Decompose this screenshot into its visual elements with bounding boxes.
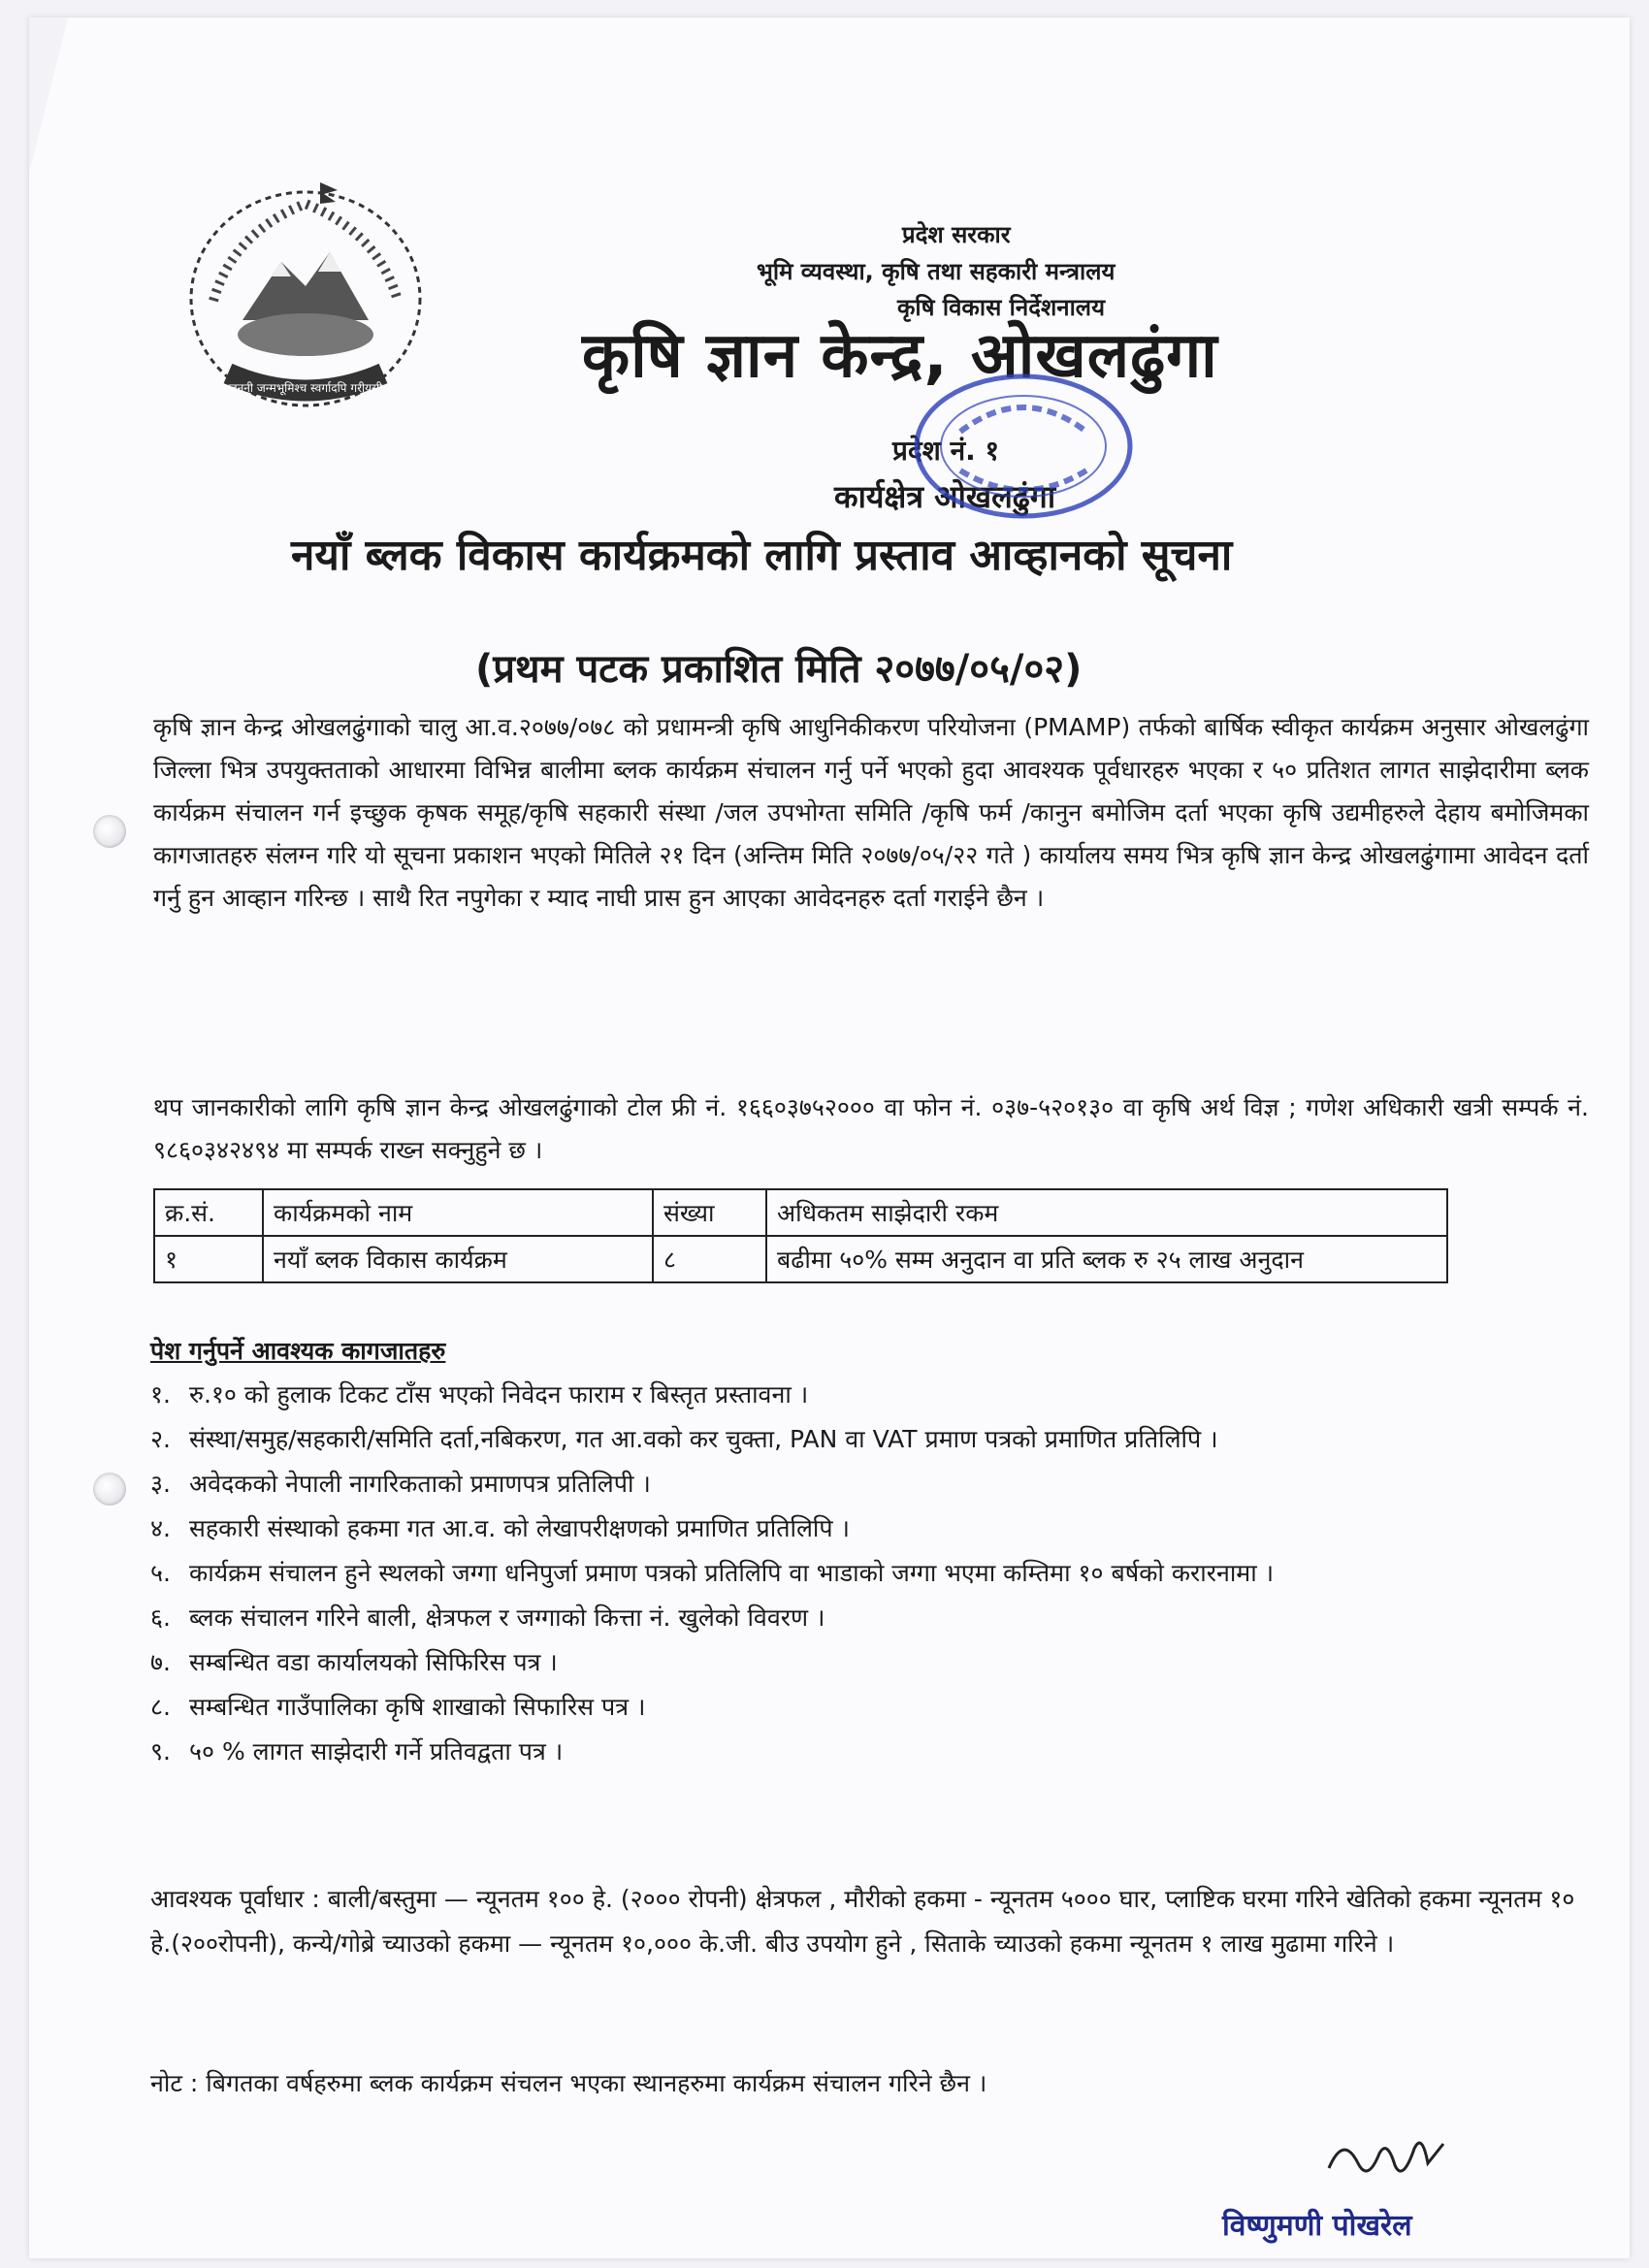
office-area-line: कार्यक्षेत्र ओखलढुंगा [834, 478, 1056, 515]
center-name: कृषि ज्ञान केन्द्र, ओखलढुंगा [582, 320, 1218, 392]
documents-list [150, 1373, 1586, 1774]
signer-name: विष्णुमणी पोखरेल [1222, 2209, 1412, 2243]
documents-title: पेश गर्नुपर्ने आवश्यक कागजातहरु [150, 1337, 446, 1365]
table-header-cell: संख्या [653, 1189, 766, 1236]
list-item: २. संस्था/समुह/सहकारी/समिति दर्ता,नबिकरण, गत आ.वको कर चुक्ता, PAN वा VAT प्रमाण पत्रको प्रमाणित प्रतिलिपि । [150, 1425, 1218, 1453]
government-line: प्रदेश सरकार [902, 221, 1011, 248]
list-item: ८. सम्बन्धित गाउँपालिका कृषि शाखाको सिफारिस पत्र । [150, 1693, 646, 1721]
table-cell: नयाँ ब्लक विकास कार्यक्रम [263, 1236, 653, 1282]
notice-body: कृषि ज्ञान केन्द्र ओखलढुंगाको चालु आ.व.२०७७/०७८ को प्रधामन्त्री कृषि आधुनिकीकरण परियोजना (PMAMP) तर्फको बार्षिक स्वीकृत कार्यक्रम अनुसार ओखलढुंगा जिल्ला भित्र उपयुक्तताको आधारमा विभिन्न बालीमा ब्लक कार्यक्रम संचालन गर्नु पर्ने भएको हुदा आवश्यक पूर्वधारहरु भएका र ५० प्रतिशत लागत साझेदारीमा ब्लक कार्यक्रम संचालन गर्न इच्छुक कृषक समूह/कृषि सहकारी संस्था /जल उपभोग्ता समिति /कृषि फर्म /कानुन बमोजिम दर्ता भएका कृषि उद्यमीहरुले देहाय बमोजिमका कागजातहरु संलग्न गरि यो सूचना प्रकाशन भएको मितिले २१ दिन (अन्तिम मिति २०७७/०५/२२ गते ) कार्यालय समय भित्र कृषि ज्ञान केन्द्र ओखलढुंगामा आवेदन दर्ता गर्नु हुन आव्हान गरिन्छ । साथै रित नपुगेका र म्याद नाघी प्रास हुन आएका आवेदनहरु दर्ता गराईने छैन । [153, 713, 1589, 912]
table-header-cell: अधिकतम साझेदारी रकम [766, 1189, 1447, 1236]
list-item: ७. सम्बन्धित वडा कार्यालयको सिफिरिस पत्र । [150, 1648, 558, 1676]
list-item: ३. अवेदकको नेपाली नागरिकताको प्रमाणपत्र प्रतिलिपी । [150, 1470, 651, 1498]
table-cell: ८ [653, 1236, 766, 1282]
table-cell: १ [154, 1236, 263, 1282]
list-item: १. रु.१० को हुलाक टिकट टाँस भएको निवेदन फाराम र बिस्तृत प्रस्तावना । [150, 1380, 809, 1409]
program-table [153, 1188, 1448, 1283]
signature-icon [1319, 2124, 1455, 2192]
province-line: प्रदेश नं. १ [892, 435, 1000, 467]
infrastructure-paragraph: आवश्यक पूर्वाधार : बाली/बस्तुमा — न्यूनतम १०० हे. (२००० रोपनी) क्षेत्रफल , मौरीको हकमा - न्यूनतम ५००० घार, प्लाष्टिक घरमा गरिने खेतिको हकमा न्यूनतम १० हे.(२००रोपनी), कन्ये/गोब्रे च्याउको हकमा — न्यूनतम १०,००० के.जी. बीउ उपयोग हुने , सिताके च्याउको हकमा न्यूनतम १ लाख मुढामा गरिने । [150, 1885, 1575, 1958]
table-cell: बढीमा ५०% सम्म अनुदान वा प्रति ब्लक रु २५ लाख अनुदान [766, 1236, 1447, 1282]
list-item: ५. कार्यक्रम संचालन हुने स्थलको जग्गा धनिपुर्जा प्रमाण पत्रको प्रतिलिपि वा भाडाको जग्गा भएमा कम्तिमा १० बर्षको करारनामा । [150, 1559, 1275, 1587]
table-row [154, 1236, 1447, 1282]
table-header-row [154, 1189, 1447, 1236]
directorate-line: कृषि विकास निर्देशनालय [897, 294, 1105, 321]
folded-corner [29, 17, 68, 173]
table-header-cell: कार्यक्रमको नाम [263, 1189, 653, 1236]
note-line: नोट : बिगतका वर्षहरुमा ब्लक कार्यक्रम संचलन भएका स्थानहरुमा कार्यक्रम संचालन गरिने छैन । [150, 2069, 987, 2097]
notice-subtitle: (प्रथम पटक प्रकाशित मिति २०७७/०५/०२) [475, 647, 1083, 692]
contact-paragraph: थप जानकारीको लागि कृषि ज्ञान केन्द्र ओखलढुंगाको टोल फ्री नं. १६६०३७५२००० वा फोन नं. ०३७-५२०१३० वा कृषि अर्थ विज्ञ ; गणेश अधिकारी खत्री सम्पर्क नं. ९८६०३४२४९४ मा सम्पर्क राख्न सक्नुहुने छ । [153, 1093, 1589, 1164]
table-header-cell: क्र.सं. [154, 1189, 263, 1236]
list-item: ६. ब्लक संचालन गरिने बाली, क्षेत्रफल र जग्गाको कित्ता नं. खुलेको विवरण । [150, 1604, 825, 1632]
office-stamp-icon [902, 364, 1145, 529]
punch-hole-icon [93, 1473, 126, 1506]
punch-hole-icon [93, 815, 126, 848]
emblem-motto: जननी जन्मभूमिश्च स्वर्गादपि गरीयसी [228, 381, 383, 395]
list-item: ४. सहकारी संस्थाको हकमा गत आ.व. को लेखापरीक्षणको प्रमाणित प्रतिलिपि । [150, 1514, 850, 1542]
ministry-line: भूमि व्यवस्था, कृषि तथा सहकारी मन्त्रालय [757, 258, 1116, 285]
list-item: ९. ५० % लागत साझेदारी गर्ने प्रतिवद्वता पत्र । [150, 1737, 564, 1766]
notice-title: नयाँ ब्लक विकास कार्यक्रमको लागि प्रस्ताव आव्हानको सूचना [291, 531, 1233, 580]
nepal-emblem-icon [175, 175, 436, 417]
